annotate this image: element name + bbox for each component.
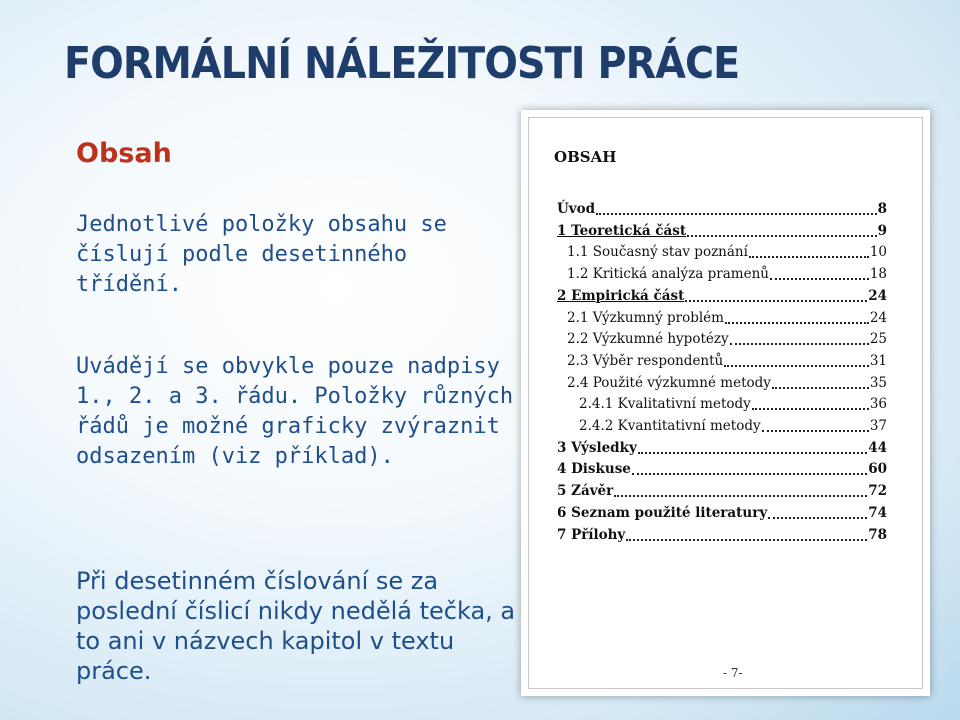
toc-row bbox=[557, 437, 887, 459]
paragraph-numbering: Jednotlivé položky obsahu se číslují podle desetinného třídění. bbox=[76, 212, 447, 297]
toc-row-leader-dots bbox=[762, 430, 869, 432]
toc-row-label: 4 Diskuse bbox=[557, 461, 631, 478]
toc-row-label: 2.3 Výběr respondentů bbox=[567, 352, 724, 369]
toc-row bbox=[579, 415, 887, 437]
toc-row-page: 25 bbox=[869, 331, 887, 348]
toc-row-leader-dots bbox=[632, 473, 867, 475]
toc-row-label: 2.4 Použité výzkumné metody bbox=[567, 374, 771, 391]
toc-row-leader-dots bbox=[768, 517, 867, 519]
toc-row-leader-dots bbox=[772, 387, 869, 389]
toc-row-page: 9 bbox=[877, 222, 887, 239]
toc-row bbox=[557, 480, 887, 502]
toc-row-label: 2 Empirická část bbox=[557, 287, 685, 304]
slide-title: FORMÁLNÍ NÁLEŽITOSTI PRÁCE bbox=[64, 38, 740, 89]
toc-row-page: 36 bbox=[869, 396, 887, 413]
toc-row bbox=[567, 263, 887, 285]
toc-row bbox=[557, 524, 887, 546]
toc-row-page: 8 bbox=[877, 201, 887, 217]
toc-row-page: 72 bbox=[868, 483, 887, 500]
toc-row bbox=[567, 328, 887, 350]
toc-row-leader-dots bbox=[685, 300, 867, 302]
toc-row-page: 24 bbox=[868, 287, 887, 304]
toc-row-page: 18 bbox=[869, 266, 887, 283]
toc-row-page: 44 bbox=[868, 439, 887, 456]
toc-row bbox=[557, 220, 887, 242]
toc-row-page: 31 bbox=[869, 352, 887, 369]
toc-row bbox=[557, 502, 887, 524]
toc-row bbox=[567, 307, 887, 329]
toc-row-page: 24 bbox=[869, 309, 887, 326]
toc-row-leader-dots bbox=[770, 278, 869, 280]
toc-row-leader-dots bbox=[614, 495, 867, 497]
toc-row-label: 3 Výsledky bbox=[557, 439, 637, 456]
toc-heading: OBSAH bbox=[554, 148, 617, 166]
toc-row bbox=[579, 393, 887, 415]
toc-example-image bbox=[521, 110, 930, 696]
toc-row-label: 6 Seznam použité literatury bbox=[557, 504, 768, 521]
toc-row-leader-dots bbox=[725, 322, 869, 324]
toc-row-leader-dots bbox=[749, 256, 869, 258]
toc-row-page: 74 bbox=[868, 504, 887, 521]
toc-row-page: 10 bbox=[869, 244, 887, 261]
toc-row-label: 1.2 Kritická analýza pramenů bbox=[567, 266, 769, 283]
toc-row-label: 2.1 Výzkumný problém bbox=[567, 309, 724, 326]
toc-row-label: 1 Teoretická část bbox=[557, 222, 687, 239]
toc-row-label: 1.1 Současný stav poznání bbox=[567, 244, 748, 261]
toc-row-page: 78 bbox=[868, 526, 887, 543]
toc-row bbox=[567, 350, 887, 372]
toc-row-page: 35 bbox=[869, 374, 887, 391]
toc-row-leader-dots bbox=[638, 452, 867, 454]
toc-row-label: 2.4.2 Kvantitativní metody bbox=[579, 418, 761, 434]
toc-row bbox=[567, 372, 887, 394]
toc-row-leader-dots bbox=[724, 365, 869, 367]
paragraph-no-trailing-dot: Při desetinném číslování se za poslední číslicí nikdy nedělá tečka, a to ani v názvech kapitol v textu práce. bbox=[76, 567, 516, 685]
slide-subtitle: Obsah bbox=[76, 138, 172, 169]
toc-page-number: - 7- bbox=[723, 666, 743, 680]
toc-row-label: Úvod bbox=[557, 201, 596, 217]
toc-row bbox=[557, 285, 887, 307]
toc-row bbox=[557, 458, 887, 480]
toc-row-page: 60 bbox=[868, 461, 887, 478]
toc-row-leader-dots bbox=[687, 235, 877, 237]
toc-row-label: 7 Přílohy bbox=[557, 526, 626, 543]
toc-row-leader-dots bbox=[626, 539, 867, 541]
toc-row-label: 5 Závěr bbox=[557, 483, 614, 500]
toc-row-leader-dots bbox=[596, 213, 877, 215]
paragraph-heading-levels: Uvádějí se obvykle pouze nadpisy 1., 2. a 3. řádu. Položky různých řádů je možné graficky zvýraznit odsazením (viz příklad). bbox=[76, 354, 514, 469]
toc-row-page: 37 bbox=[869, 418, 887, 434]
toc-row bbox=[567, 241, 887, 263]
toc-row-leader-dots bbox=[752, 408, 869, 410]
toc-row-label: 2.2 Výzkumné hypotézy bbox=[567, 331, 729, 348]
toc-row-label: 2.4.1 Kvalitativní metody bbox=[579, 396, 751, 413]
toc-row bbox=[557, 198, 887, 220]
toc-row-leader-dots bbox=[730, 343, 869, 345]
